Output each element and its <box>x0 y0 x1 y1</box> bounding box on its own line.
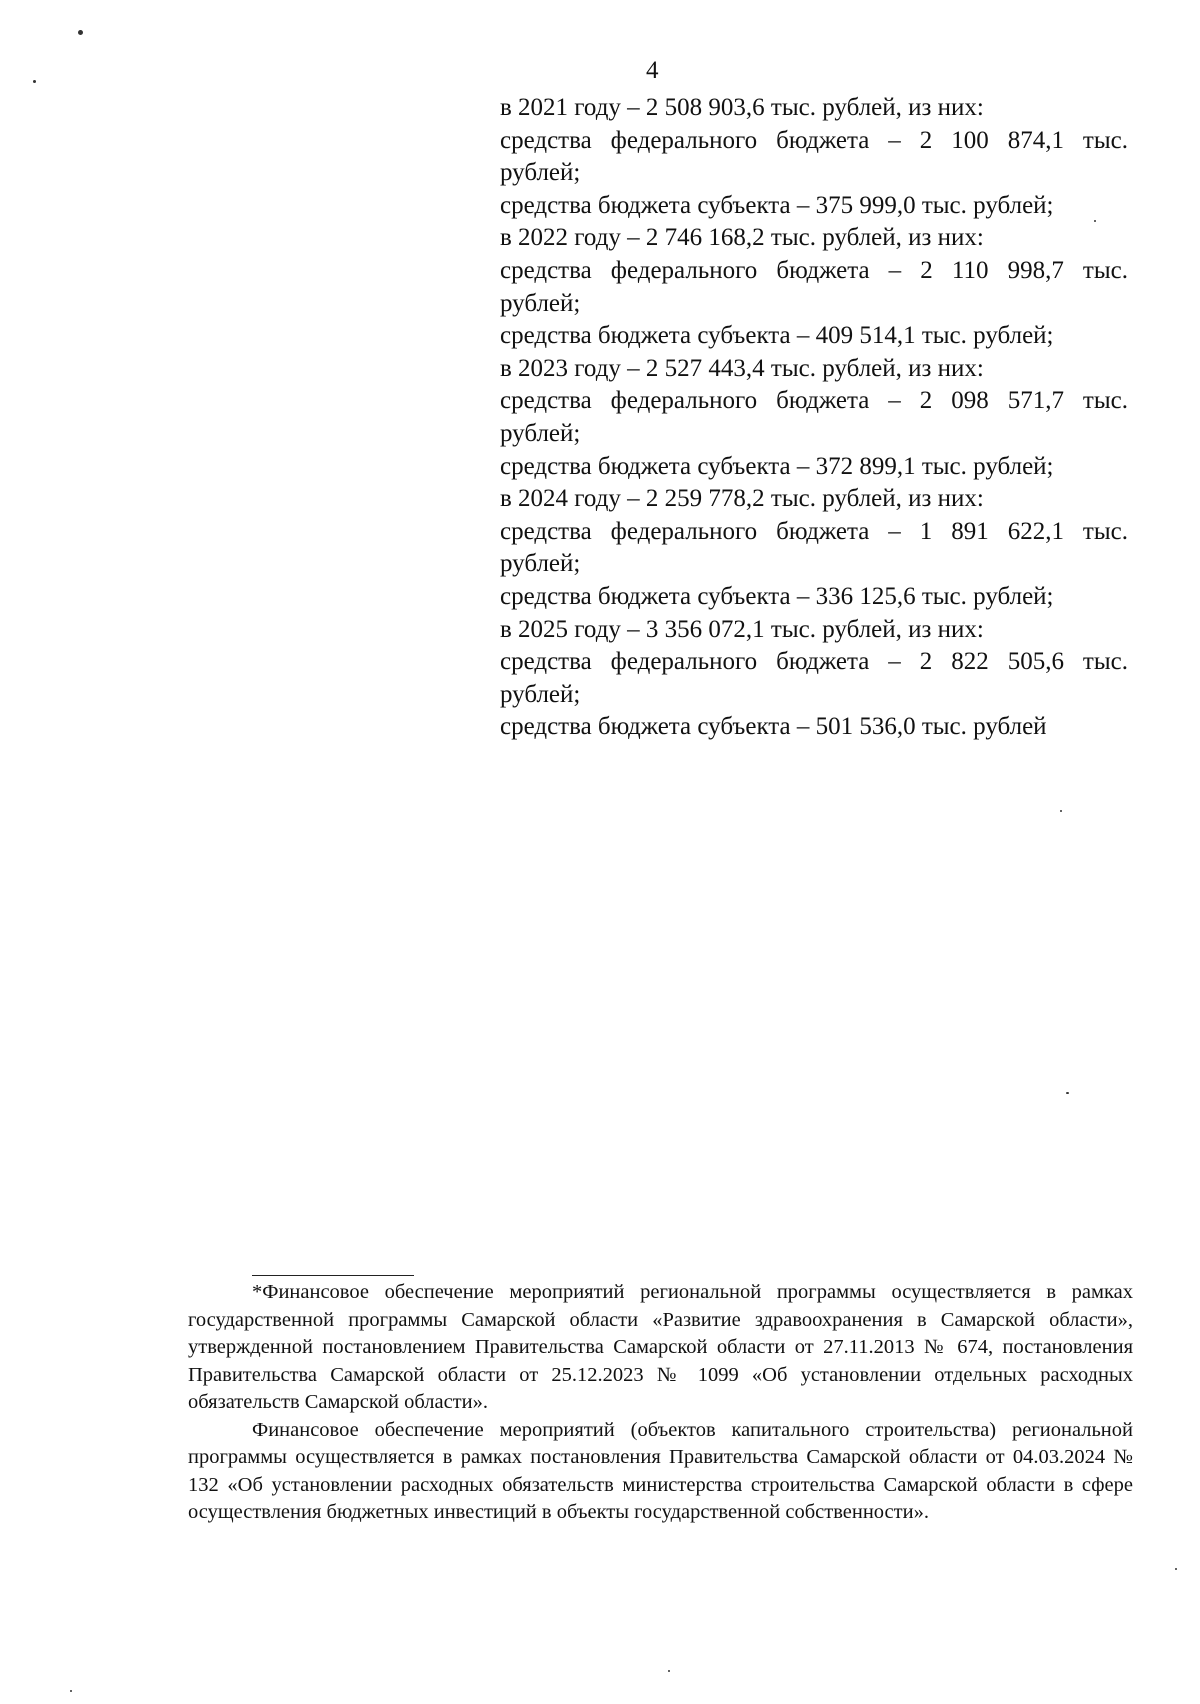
funding-by-year <box>500 92 1128 744</box>
funding-2025-total: в 2025 году – 3 356 072,1 тыс. рублей, из них: <box>500 615 984 643</box>
footnotes <box>188 1279 1133 1527</box>
funding-2025-federal-unit: рублей; <box>500 680 581 708</box>
funding-2025-subject: средства бюджета субъекта – 501 536,0 тыс. рублей <box>500 713 1047 741</box>
scan-speck <box>668 1670 670 1672</box>
funding-2021-federal: средства федерального бюджета – 2 100 874,1 тыс. <box>500 126 1128 154</box>
funding-2024-total: в 2024 году – 2 259 778,2 тыс. рублей, из них: <box>500 485 984 513</box>
footnote-paragraph-2: Финансовое обеспечение мероприятий (объектов капитального строительства) региональной программы осуществляется в рамках постановления Правительства Самарской области от 04.03.2024 № 132 «Об установлении расходных обязательств министерства строительства Самарской области в сфере осуществления бюджетных инвестиций в объекты государственной собственности». <box>188 1418 1133 1523</box>
funding-2023-federal-unit: рублей; <box>500 419 581 447</box>
scan-speck <box>78 30 83 35</box>
funding-2021-total: в 2021 году – 2 508 903,6 тыс. рублей, из них: <box>500 94 984 121</box>
funding-2022-federal: средства федерального бюджета – 2 110 998,7 тыс. <box>500 256 1128 284</box>
funding-2021-federal-unit: рублей; <box>500 159 581 187</box>
funding-2025-federal: средства федерального бюджета – 2 822 505,6 тыс. <box>500 648 1128 676</box>
funding-2023-total: в 2023 году – 2 527 443,4 тыс. рублей, из них: <box>500 354 984 382</box>
funding-2024-federal: средства федерального бюджета – 1 891 622,1 тыс. <box>500 517 1128 545</box>
funding-2024-subject: средства бюджета субъекта – 336 125,6 тыс. рублей; <box>500 582 1054 610</box>
scan-speck <box>33 80 36 83</box>
funding-2023-subject: средства бюджета субъекта – 372 899,1 тыс. рублей; <box>500 452 1054 480</box>
page-number: 4 <box>646 57 659 84</box>
funding-2022-total: в 2022 году – 2 746 168,2 тыс. рублей, из них: <box>500 224 984 252</box>
scan-speck <box>70 1690 72 1692</box>
scan-speck <box>1175 1568 1177 1570</box>
scan-speck <box>1094 220 1096 222</box>
funding-2023-federal: средства федерального бюджета – 2 098 571,7 тыс. <box>500 387 1128 415</box>
footnote-paragraph-1: *Финансовое обеспечение мероприятий региональной программы осуществляется в рамках государственной программы Самарской области «Развитие здравоохранения в Самарской области», утвержденной постановлением Правительства Самарской области от 27.11.2013 № 674, постановления Правительства Самарской области от 25.12.2023 № 1099 «Об установлении отдельных расходных обязательств Самарской области». <box>188 1281 1133 1413</box>
scan-speck <box>1066 1092 1069 1094</box>
funding-2021-subject: средства бюджета субъекта – 375 999,0 тыс. рублей; <box>500 191 1054 219</box>
funding-2022-federal-unit: рублей; <box>500 289 581 317</box>
funding-2024-federal-unit: рублей; <box>500 550 581 578</box>
funding-2022-subject: средства бюджета субъекта – 409 514,1 тыс. рублей; <box>500 322 1054 350</box>
scan-speck <box>1060 810 1062 812</box>
footnote-divider <box>252 1275 414 1276</box>
